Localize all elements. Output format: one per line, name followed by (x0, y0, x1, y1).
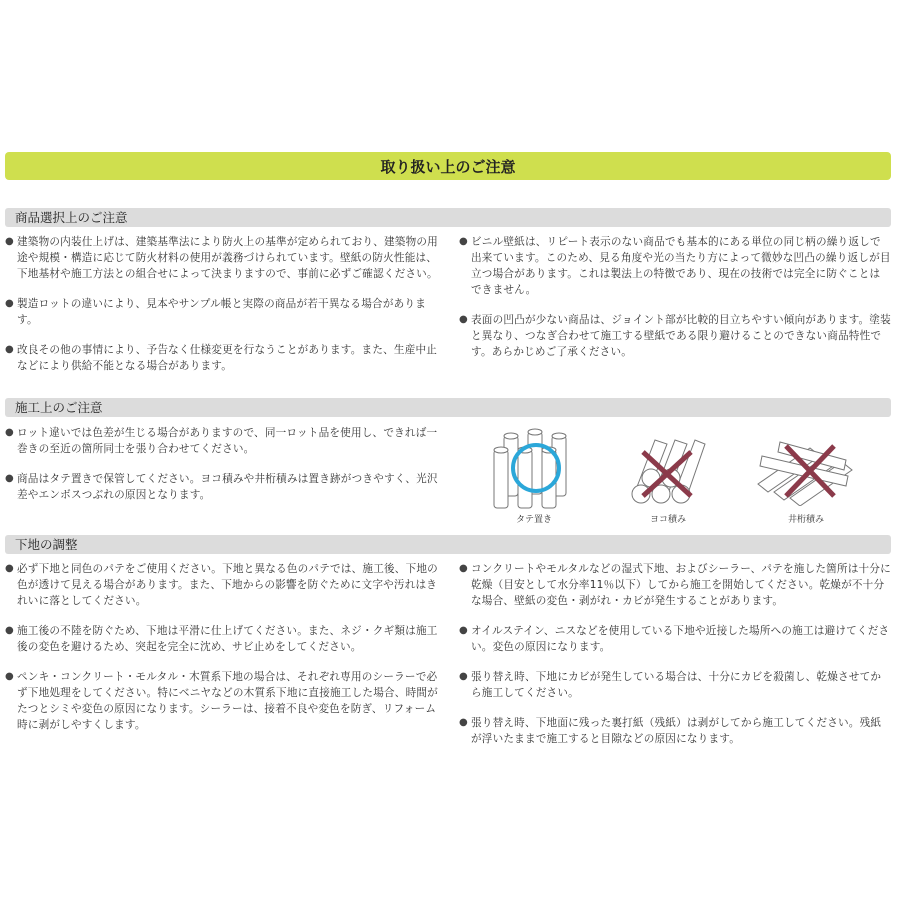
note-text: 張り替え時、下地にカビが発生している場合は、十分にカビを殺菌し、乾燥させてから施工してください。 (471, 671, 882, 699)
vertical-storage-illustration (490, 428, 580, 512)
note-item (5, 623, 441, 655)
caption-crossed: 井桁積み (787, 515, 824, 525)
note-item (459, 312, 891, 360)
bullet-icon: ● (459, 625, 468, 636)
caption-vertical: タテ置き (515, 515, 552, 525)
bullet-icon: ● (5, 625, 14, 636)
note-text: 必ず下地と同色のパテをご使用ください。下地と異なる色のパテでは、施工後、下地の色が透けて見える場合があります。また、下地からの影響を防ぐために文字や汚れはきれいに落としてください。 (17, 563, 438, 607)
note-item (459, 669, 891, 701)
bullet-icon: ● (5, 427, 14, 438)
note-text: 改良その他の事情により、予告なく仕様変更を行なうことがあります。また、生産中止などにより供給不能となる場合があります。 (17, 344, 438, 372)
note-text: 商品はタテ置きで保管してください。ヨコ積みや井桁積みは置き跡がつきやすく、光沢差やエンボスつぶれの原因となります。 (17, 473, 438, 501)
bullet-icon: ● (459, 717, 468, 728)
note-text: 表面の凹凸が少ない商品は、ジョイント部が比較的目立ちやすい傾向があります。塗装と異なり、つなぎ合わせて施工する壁紙である限り避けることのできない商品特性です。あらかじめご了承ください。 (471, 314, 891, 358)
note-text: コンクリートやモルタルなどの湿式下地、およびシーラー、パテを施した箇所は十分に乾燥（目安として水分率11％以下）してから施工を開始してください。乾燥が不十分な場合、壁紙の変色・剥がれ・カビが発生することがあります。 (471, 563, 891, 607)
note-item (5, 669, 441, 733)
selection-left-column (5, 234, 441, 388)
substrate-left-column (5, 561, 441, 747)
title-banner (5, 152, 891, 180)
bullet-icon: ● (459, 671, 468, 682)
section-title: 下地の調整 (15, 537, 78, 552)
section-title: 商品選択上のご注意 (15, 210, 128, 225)
horizontal-stacking-illustration (625, 432, 715, 506)
note-text: 建築物の内装仕上げは、建築基準法により防火上の基準が定められており、建築物の用途や規模・構造に応じて防火材料の使用が義務づけられています。壁紙の防火性能は、下地基材や施工方法との組合せによって決まりますので、事前に必ずご確認ください。 (17, 236, 438, 280)
caption-horizontal: ヨコ積み (649, 515, 686, 525)
bullet-icon: ● (5, 563, 14, 574)
note-item (5, 234, 441, 282)
section-header-substrate (5, 535, 891, 554)
note-item (5, 471, 441, 503)
bullet-icon: ● (5, 236, 14, 247)
selection-right-column (459, 234, 891, 374)
note-text: 施工後の不陸を防ぐため、下地は平滑に仕上げてください。また、ネジ・クギ類は施工後の変色を避けるため、突起を完全に沈め、サビ止めをしてください。 (17, 625, 438, 653)
note-item (5, 296, 441, 328)
note-item (459, 623, 891, 655)
bullet-icon: ● (459, 236, 468, 247)
crossed-stacking-illustration (750, 432, 860, 506)
bullet-icon: ● (459, 563, 468, 574)
bullet-icon: ● (5, 473, 14, 484)
substrate-right-column (459, 561, 891, 761)
note-item (459, 715, 891, 747)
note-text: ロット違いでは色差が生じる場合がありますので、同一ロット品を使用し、できれば一巻きの至近の箇所同士を張り合わせてください。 (17, 427, 438, 455)
section-title: 施工上のご注意 (15, 400, 103, 415)
bullet-icon: ● (5, 344, 14, 355)
note-text: 張り替え時、下地面に残った裏打紙（残紙）は剥がしてから施工してください。残紙が浮いたままで施工すると目隙などの原因になります。 (471, 717, 882, 745)
construction-left-column (5, 425, 441, 517)
bullet-icon: ● (459, 314, 468, 325)
bullet-icon: ● (5, 298, 14, 309)
section-header-construction (5, 398, 891, 417)
note-item (459, 561, 891, 609)
page-title: 取り扱い上のご注意 (380, 157, 516, 176)
bullet-icon: ● (5, 671, 14, 682)
note-text: ペンキ・コンクリート・モルタル・木質系下地の場合は、それぞれ専用のシーラーで必ず下地処理をしてください。特にベニヤなどの木質系下地に直接施工した場合、時間がたつとシミや変色の原因になります。シーラーは、接着不良や変色を防ぎ、リフォーム時に剥がしやすくします。 (17, 671, 438, 731)
section-header-selection (5, 208, 891, 227)
note-item (5, 342, 441, 374)
note-text: ビニル壁紙は、リピート表示のない商品でも基本的にある単位の同じ柄の繰り返しで出来ています。このため、見る角度や光の当たり方によって微妙な凹凸の繰り返しが目立つ場合があります。これは製法上の特徴であり、現在の技術では完全に防ぐことはできません。 (471, 236, 891, 296)
note-text: オイルステイン、ニスなどを使用している下地や近接した場所への施工は避けてください。変色の原因になります。 (471, 625, 890, 653)
note-text: 製造ロットの違いにより、見本やサンプル帳と実際の商品が若干異なる場合があります。 (17, 298, 426, 326)
note-item (459, 234, 891, 298)
note-item (5, 425, 441, 457)
note-item (5, 561, 441, 609)
